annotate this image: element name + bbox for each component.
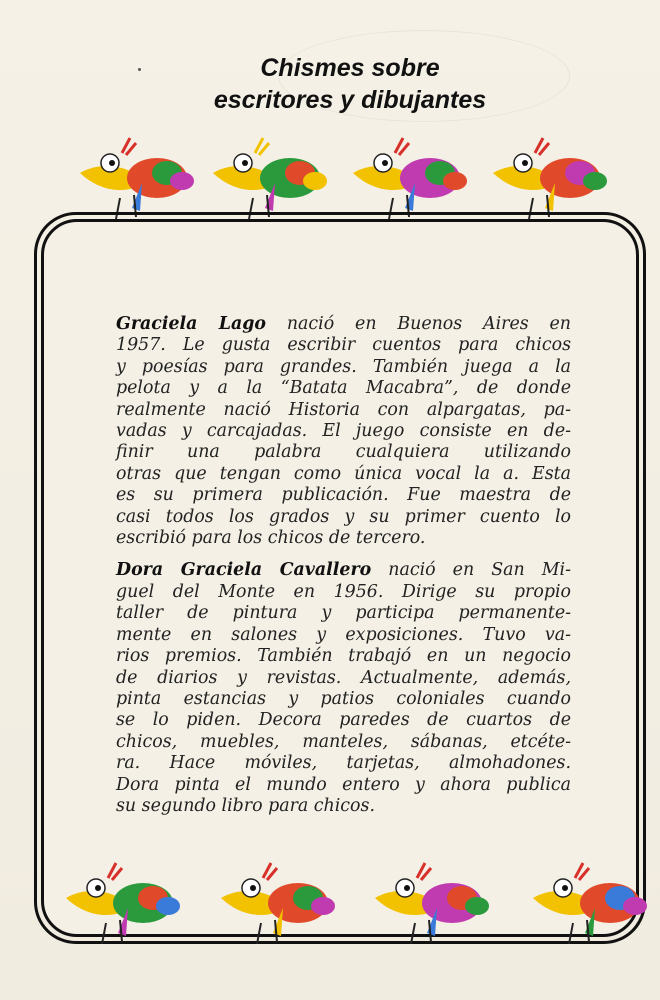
text-line: Dora Graciela Cavallero nació en San Mi-: [116, 560, 571, 581]
author-name: Dora Graciela Cavallero: [116, 560, 372, 581]
text-line: taller de pintura y participa permanente-: [116, 603, 571, 624]
paragraph-graciela-lago: [116, 314, 571, 549]
bird-illustration: [72, 133, 202, 223]
text-line: mente en salones y exposiciones. Tuvo va-: [116, 624, 571, 645]
text-line: Dora pinta el mundo entero y ahora publica: [116, 774, 571, 795]
page-title: [140, 52, 560, 116]
bird-illustration: [485, 133, 615, 223]
bird-illustration: [367, 858, 497, 948]
text-line: su segundo libro para chicos.: [116, 795, 375, 816]
text-line: de diarios y revistas. Actualmente, además,: [116, 667, 571, 688]
text-line: realmente nació Historia con alpargatas, pa-: [116, 399, 571, 420]
paragraph-dora-cavallero: [116, 560, 571, 817]
text-line: es su primera publicación. Fue maestra de: [116, 485, 571, 506]
text-line: pinta estancias y patios coloniales cuando: [116, 688, 571, 709]
title-line-1: Chismes sobre: [260, 54, 440, 82]
text-line: pelota y a la “Batata Macabra”, de donde: [116, 378, 571, 399]
bird-illustration: [58, 858, 188, 948]
text-line: y poesías para grandes. También juega a la: [116, 356, 571, 377]
bird-illustration: [345, 133, 475, 223]
text-line: chicos, muebles, manteles, sábanas, etcéte-: [116, 731, 571, 752]
text-line: Graciela Lago nació en Buenos Aires en: [116, 314, 571, 334]
bird-illustration: [213, 858, 343, 948]
text-line: guel del Monte en 1956. Dirige su propio: [116, 581, 571, 602]
body-text: [116, 314, 571, 817]
author-name: Graciela Lago: [116, 314, 267, 334]
bird-illustration: [525, 858, 655, 948]
bird-illustration: [205, 133, 335, 223]
text-line: finir una palabra cualquiera utilizando: [116, 442, 571, 463]
text-line: vadas y carcajadas. El juego consiste en de-: [116, 421, 571, 442]
text-line: escribió para los chicos de tercero.: [116, 528, 426, 549]
text-line: casi todos los grados y su primer cuento lo: [116, 506, 571, 527]
text-line: 1957. Le gusta escribir cuentos para chicos: [116, 335, 571, 356]
text-line: se lo piden. Decora paredes de cuartos de: [116, 710, 571, 731]
title-line-2: escritores y dibujantes: [213, 86, 487, 114]
text-line: rios premios. También trabajó en un negocio: [116, 646, 571, 667]
text-line: otras que tengan como única vocal la a. Esta: [116, 463, 571, 484]
text-line: ra. Hace móviles, tarjetas, almohadones.: [116, 753, 571, 774]
